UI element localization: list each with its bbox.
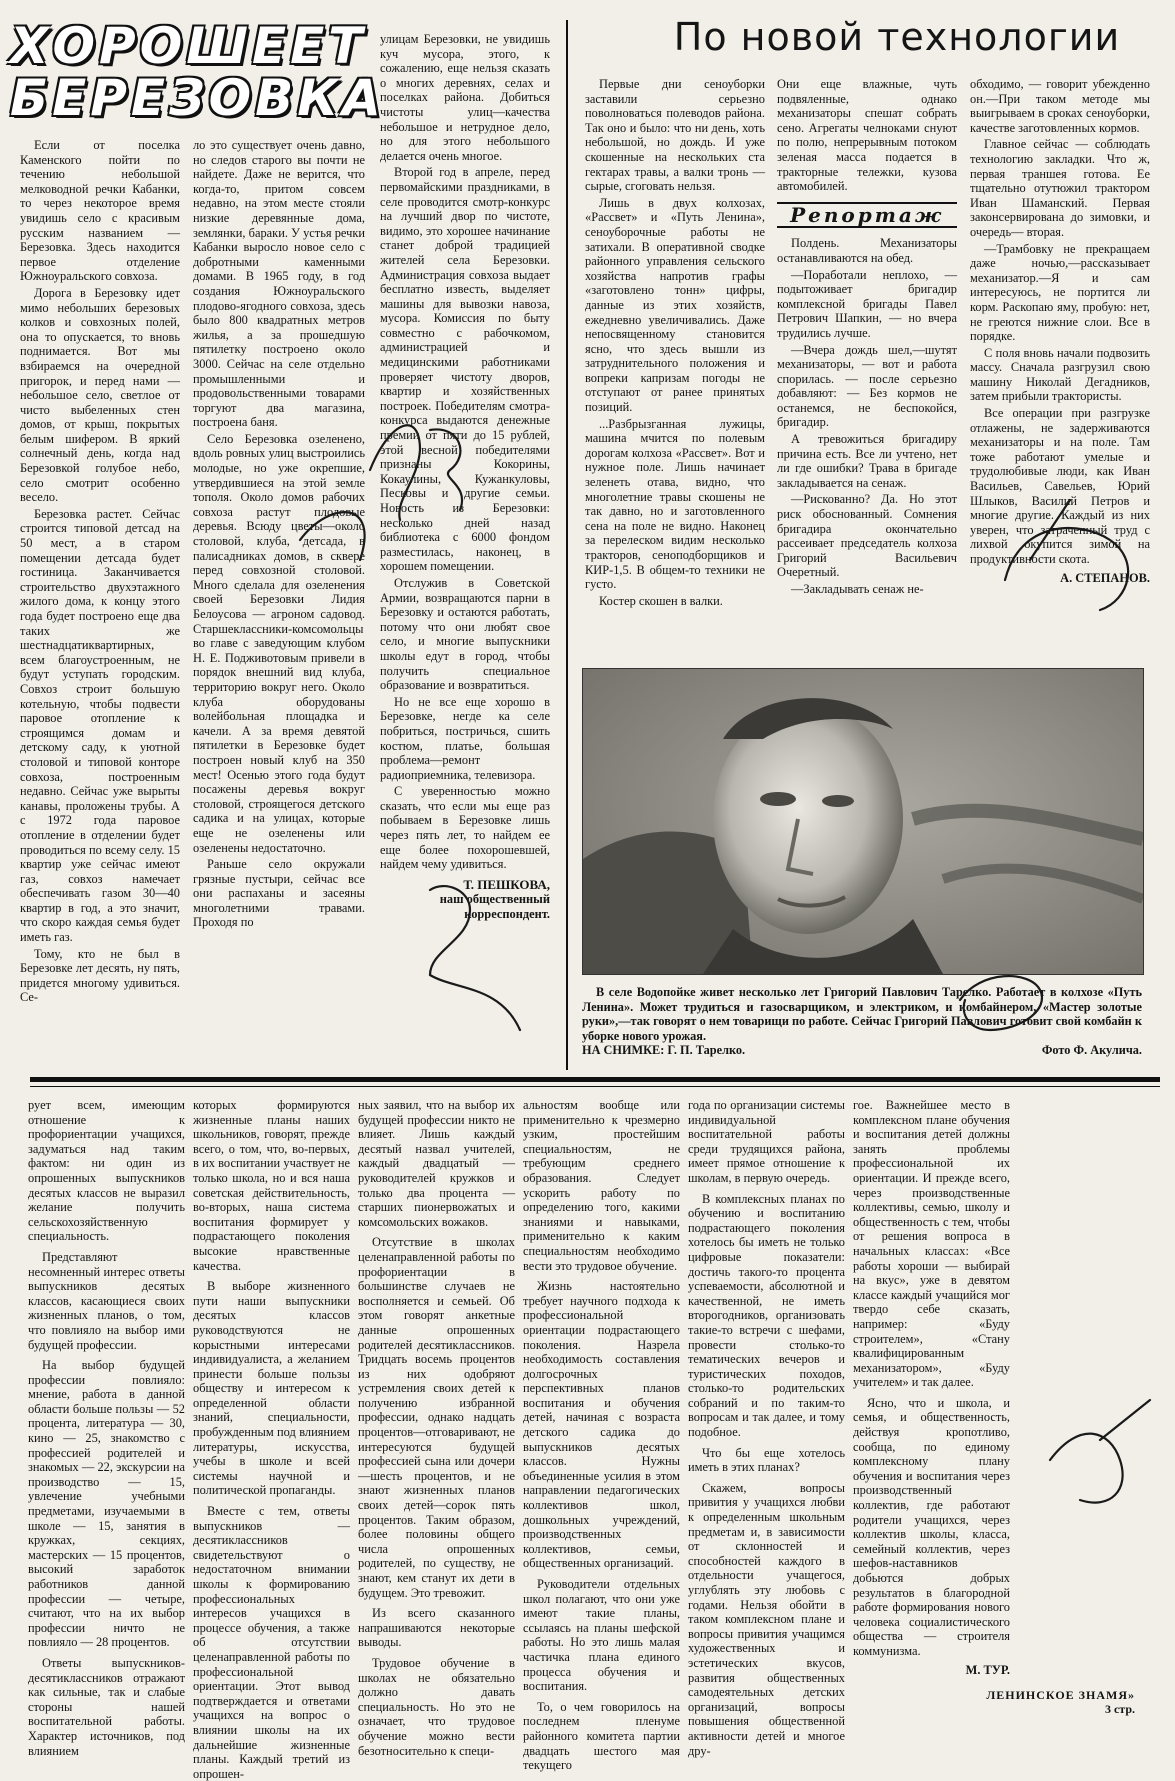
section-divider <box>30 1077 1160 1082</box>
newspaper-footer <box>985 1688 1135 1716</box>
photo-caption <box>582 985 1142 1058</box>
paragraph: С уверенностью можно сказать, что если мы еще раз побываем в Березовке лишь через пять лет, то найдем ее еще более похорошевшей, найдем чему удивиться. <box>380 784 550 872</box>
paragraph: На выбор будущей профессии повлияло: мнение, работа в данной области больше пользы — 52 процента, литература — 30, кино — 25, знакомство с профессией родителей и знакомых — 22, экскурсии на производство — 15, увлечение учебными предметами, изучаемыми в школе — 15, занятия в кружках, секциях, мастерских — 15 процентов, высокий заработок работников данной профессии — четыре, считают, что на их выбор профессии ничто не повлияло — 28 процентов. <box>28 1358 185 1650</box>
paragraph: Раньше село окружали грязные пустыри, сейчас все они распаханы и засеяны многолетними травами. Проходя по <box>193 857 365 930</box>
headline: По новой технологии <box>673 15 1121 59</box>
paragraph: Главное сейчас — соблюдать технологию закладки. Что ж, первая траншея готова. Ее тщательно отутюжил трактором Иван Шаманский. Первая законсервирована до зимовки, и очередь— вторая. <box>970 137 1150 239</box>
photo-credit: Фото Ф. Акулича. <box>1041 1043 1142 1057</box>
paragraph: Березовка растет. Сейчас строится типовой детсад на 50 мест, а в старом помещении детсада будет гостиница. Заканчивается строительство двухэтажного жилого дома, к концу этого года будет построено еще два таких же шестнадцатиквартирных, всем благоустроенным, не будут уступать городским. Совхоз строит большую котельную, чтобы подвести паровое отопление к строящимся домам и детскому саду, к уютной столовой и типовой конторе совхоза, построенным недавно. Сейчас уже вырыты канавы, проложены трубы. А с 1972 года паровое отопление в отделении будет проводиться по всему селу. 15 квартир уже сейчас имеют газ, совхоз намечает обеспечивать газом 30—40 квартир в год, а это значит, что скоро каждая семья будет иметь газ. <box>20 506 180 945</box>
caption-subject: НА СНИМКЕ: Г. П. Тарелко. <box>582 1043 746 1057</box>
bottom-col-3 <box>358 1098 515 1758</box>
paragraph: обходимо, — говорит убежденно он.—При таком методе мы выигрываем в сроках сеноуборки, качестве заготовленных кормов. <box>970 77 1150 135</box>
article-profession-orientation <box>28 1098 1166 1781</box>
paragraph: —Рискованно? Да. Но этот риск обоснованный. Сомнения бригадира окончательно рассеивает председатель колхоза Григорий Васильевич Очеретный. <box>777 492 957 580</box>
paragraph: Но не все еще хорошо в Березовке, негде ка селе побриться, постричься, сшить костюм, платье, большая проблема—ремонт радиоприемника, телевизора. <box>380 694 550 782</box>
bottom-col-4 <box>523 1098 680 1773</box>
paragraph: улицам Березовки, не увидишь куч мусора, этого, к сожалению, еще нельзя сказать о многих деревнях, селах и поселках района. Добиться чистоты улиц—качества небольшое и нетрудное дело, но для этого небольшого делается очень многое. <box>380 32 550 163</box>
right-col-1 <box>585 77 765 608</box>
paragraph: Костер скошен в валки. <box>599 593 723 608</box>
paragraph: В выборе жизненного пути наши выпускники десятых классов руководствуются не корыстными интересами индивидуалиста, а желанием принести больше пользы обществу и интересом к определенной области знаний, специальности, пробужденным под влиянием литературы, искусства, учебы в школе и всей системы научной и политической пропаганды. <box>193 1279 350 1498</box>
bottom-col-1 <box>28 1098 185 1758</box>
paragraph: года по организации системы индивидуальной воспитательной работы среди трудящихся района, имеет прямое отношение к школам, в первую очередь. <box>688 1098 845 1185</box>
byline: А. СТЕПАНОВ. <box>1060 570 1150 585</box>
paragraph: С поля вновь начали подвозить массу. Сначала разгрузил свою машину Николай Дегадников, затем прибыли трактористы. <box>970 345 1150 404</box>
paragraph: Руководители отдельных школ полагают, что они уже имеют такие планы, ссылаясь на планы шефской работы. Но это лишь малая частичка плана единого процесса обучения и воспитания. <box>523 1577 680 1694</box>
paragraph: Скажем, вопросы привития у учащихся любви к определенным школьным предметам и, в зависимости от склонностей и способностей каждого в отдельности учащегося, углублять эту любовь с годами. Нельзя обойти в таком комплексном плане и вопросы привития учащимся художественных и эстетических вкусов, развития общественных самодеятельных детских организаций, вопросы повышения общественной активности детей и многое дру- <box>688 1480 845 1758</box>
paragraph: —Закладывать сенаж не- <box>791 582 924 596</box>
paragraph: Лишь в двух колхозах, «Рассвет» и «Путь Ленина», сеноуборочные работы не затихали. В оперативной сводке районного управления сельского хозяйства напротив графы «заготовлено тонн» цифры, данные из этих хозяйств, ежедневно увеличивались. Даже непосвященному становится ясно, что здесь вышли из затруднительного положения и вопреки капризам погоды не отступают от ранее принятых позиций. <box>585 195 765 415</box>
headline <box>10 17 385 127</box>
paragraph: —Вчера дождь шел,—шутят механизаторы, — вот и работа спорилась. — после серьезно добавляют: — Без кормов не останемся, не беспокойся, бригадир. <box>777 342 957 430</box>
paragraph: альностям вообще или применительно к чрезмерно узким, простейшим специальностям, не требующим среднего образования. Следует ускорить работу по определению того, какими знаниями и навыками, применительно к каким специальностям необходимо вести это трудовое обучение. <box>523 1098 680 1273</box>
paragraph: ...Разбрызганная лужицы, машина мчится по полевым дорогам колхоза «Рассвет». Вот и нужное поле. Лишь начинает зеленеть отава, видно, что многолетние травы скошены не так давно, но и заготовленного сена на поле не видно. Наконец за перелеском видим несколько тракторов, сеноподборщиков и КИР-1,5. В общем-то техники не густо. <box>585 416 765 592</box>
photo-tarelko <box>582 668 1144 975</box>
paragraph: рует всем, имеющим отношение к профориентации учащихся, задуматься над таким фактом: ни один из опрошенных выпускников десятых классов не выразил желание получить сельскохозяйственную специальность. <box>28 1098 185 1244</box>
paragraph: Все операции при разгрузке отлажены, не задерживаются механизаторы и на поле. Там тоже работают умелые и трудолюбивые люди, как Иван Васильев, Савельев, Юрий Шлыков, Василий Петров и многие другие. Каждый из них уверен, что затраченный труд с лихвой окупится зимой на продуктивности скота. <box>970 406 1150 566</box>
paragraph: Село Березовка озеленено, вдоль ровных улиц выстроились молодые, но уже окрепшие, утвердившиеся на этой земле тополя. Около домов рабочих совхоза растут плодовые деревья. Всюду цветы—около столовой, клуба, детсада, в палисадниках домов, в сквере перед совхозной столовой. Много сделала для озеленения своей Березовки Лидия Белоусова — агроном садовод. Старшеклассники-комсомольцы во главе с заведующим клубом Н. Е. Подживотовым привели в порядок внешний вид клуба, территорию вокруг него. Около клуба оборудованы волейбольная площадка и качели. А за время девятой пятилетки в Березовке будет построен новый клуб на 350 мест! Осенью этого года будут посажены деревья вокруг столовой, строящегося детского садика и на улицах, которые еще не озеленены или озеленены недостаточно. <box>193 431 365 855</box>
paragraph: Трудовое обучение в школах не обязательно должно давать специальность. Но это не означает, что трудовое обучение можно вести безотносительно к специ- <box>358 1655 515 1758</box>
paragraph: А тревожиться бригадиру причина есть. Все ли учтено, нет ли где ошибки? Трава в бригаде закладывается на сенаж. <box>777 432 957 490</box>
bottom-col-2 <box>193 1098 350 1781</box>
column-rule <box>566 20 568 1070</box>
paragraph: Отслужив в Советской Армии, возвращаются парни в Березовку и остаются работать, потому что они любят свое село, и многие выпускники школы едут в город, чтобы получить специальное образование и возвратиться. <box>380 575 550 693</box>
article-khorosheet-berezovka <box>10 17 562 1070</box>
paragraph: ных заявил, что на выбор их будущей профессии никто не влияет. Лишь каждый десятый назвал учителей, каждый двадцатый — руководителей кружков и только два процента — старших пионервожатых и комсомольских вожаков. <box>358 1098 515 1229</box>
headline-line2: БЕРЕЗОВКА <box>10 69 385 127</box>
paragraph: Тому, кто не был в Березовке лет десять, ну пять, придется многому удивиться. Се- <box>20 946 180 1005</box>
signature: Т. ПЕШКОВА, <box>463 876 550 892</box>
paragraph: —Поработали неплохо, — подытоживает бригадир комплексной бригады Павел Петрович Шапкин, — но вчера трудились лучше. <box>777 267 957 340</box>
headline-box <box>10 17 385 138</box>
bottom-col-6 <box>853 1098 1010 1677</box>
portrait-photo <box>583 669 1143 974</box>
paragraph: гое. Важнейшее место в комплексном плане обучения и воспитания детей должны занять проблемы профессиональной их ориентации. И прежде всего, через производственные коллективы, семью, школу и общественность с тем, чтобы от решения вопроса в начальных классах: «Все работы хороши — выбирай на вкус», уже в девятом классе каждый учащийся мог твердо себе сказать, например: «Буду строителем», «Стану квалифицированным механизатором», «Буду учителем» и так далее. <box>853 1098 1010 1390</box>
paragraph: —Трамбовку не прекращаем даже ночью,—рассказывает механизатор.—Я и сам интересуюсь, не портится ли корм. Раскопаю яму, пробую: нет, не греются нижние слои. Все в порядке. <box>970 241 1150 344</box>
paragraph: Ясно, что и школа, и семья, и общественность, действуя кропотливо, сообща, по единому комплексному плану обучения и воспитания через производственный коллектив, где работают родители учащихся, через коллектив школы, класса, семейный коллектив, через шефов-наставников добьются добрых результатов в благородной работе формирования нового человека социалистического общества — строителя коммунизма. <box>853 1395 1010 1658</box>
paragraph: которых формируются жизненные планы наших школьников, говорят, прежде всего, о том, что, во-первых, в их воспитании участвует не только школа, но и вся наша советская действительность, во-вторых, наша система воспитания формирует у подрастающего поколения высокие нравственные качества. <box>193 1098 350 1273</box>
paragraph: Первые дни сеноуборки заставили серьезно поволноваться полеводов района. Так оно и было: что ни день, хоть небольшой, но дождь. И уже скошенные на нескольких ста гектарах травы, а валки тронь — сырые, сгоговать нельзя. <box>585 77 765 194</box>
paragraph: Что бы еще хотелось иметь в этих планах? <box>688 1445 845 1475</box>
paragraph: То, о чем говорилось на последнем пленуме районного комитета партии двадцать шестого мая текущего <box>523 1699 680 1773</box>
paragraph: Жизнь настоятельно требует научного подхода к профессиональной ориентации подрастающего поколения. Назрела необходимость составления долгосрочных перспективных планов воспитания и обучения детей, начиная с возраста детского садика до выпускников десятых классов. Нужны объединенные усилия в этом направлении педагогических коллективов школ, дошкольных учреждений, производственных коллективов, семьи, общественных организаций. <box>523 1279 680 1571</box>
left-col-2 <box>193 138 365 930</box>
paragraph: Если от поселка Каменского пойти по течению небольшой мелководной речки Кабанки, то через некоторое время увидишь село с красивым русским названием — Березовка. Здесь находится первое отделение Южноуральского совхоза. <box>20 138 180 284</box>
paragraph: Они еще влажные, чуть подвяленные, однако механизаторы спешат собрать сено. Агрегаты челноками снуют по полю, непрерывным потоком зеленая масса подается в тракторные тележки, кузова автомобилей. <box>777 77 957 194</box>
section-divider-thin <box>30 1086 1160 1087</box>
rubric-reportazh: Репортаж <box>777 202 957 229</box>
caption-text: В селе Водопойке живет несколько лет Григорий Павлович Тарелко. Работает в колхозе «Путь Ленина». Может трудиться и газосварщиком, и электриком, и комбайнером, «Мастер золотые руки»,—так говорят о нем товарищи по работе. Сейчас Григорий Павлович готовит свой комбайн к уборке нового урожая. <box>582 985 1142 1043</box>
bottom-col-5 <box>688 1098 845 1758</box>
paragraph: Отсутствие в школах целенаправленной работы по профориентации в большинстве случаев не восполняется и семьей. Об этом говорят анкетные данные опрошенных родителей десятиклассников. Тридцать восемь процентов из них одобряют устремления своих детей к получению избранной профессии, однако надцать процентов—отговаривают, не интересуются будущей профессией сына или дочери—шесть процентов, и не знают жизненных планов своих детей—сорок пять процентов. Таким образом, более половины общего числа опрошенных родителей, по существу, не знают, кем станут их дети в будущем. Это тревожит. <box>358 1235 515 1600</box>
paragraph: ло это существует очень давно, но следов старого вы почти не найдете. Даже не верится, что когда-то, притом совсем недавно, на этом месте стояли низкие деревянные дома, землянки, бараки. У устья речки Кабанки выросло новое село с добротными каменными домами. В 1965 году, в год создания Южноуральского плодово-ягодного совхоза, здесь было 800 квадратных метров жилья, а за прошедшую пятилетку построено около 3000. Сейчас на селе отдельно промышленными и продовольственными товарами торгуют два магазина, построена баня. <box>193 138 365 430</box>
headline-line1: ХОРОШЕЕТ <box>10 17 367 75</box>
page-number: 3 стр. <box>1104 1702 1135 1716</box>
left-col-1 <box>20 138 180 1005</box>
paragraph: Из всего сказанного напрашиваются некоторые выводы. <box>358 1606 515 1650</box>
right-col-2 <box>777 77 957 597</box>
paragraph: Второй год в апреле, перед первомайскими праздниками, в селе проводится смотр-конкурс на лучший двор по чистоте, видимо, это хорошее начинание станет доброй традицией жителей села Березовки. Администрация совхоза выдает бесплатно известь, выделяет машины для вывозки навоза, мусора. Комиссия по быту совместно с рабочкомом, администрацией и медицинскими работниками проверяет чистоту дворов, квартир и хозяйственных построек. Победителям смотра-конкурса выдаются денежные премии от пяти до 15 рублей, этой весной победителями признаны Кокорины, Кокаулины, Кужанкуловы, Песковы и другие семьи. Новость из Березовки: несколько дней назад библиотека с 6000 фондом разместилась, наконец, в хорошем помещении. <box>380 165 550 574</box>
paragraph: Ответы выпускников-десятиклассников отражают как сильные, так и слабые стороны нашей воспитательной работы. Характер источников, под влиянием <box>28 1655 185 1758</box>
signature-title: наш общественный корреспондент. <box>439 892 550 922</box>
paragraph: Дорога в Березовку идет мимо небольших березовых колков и совхозных полей, она то опускается, то вновь поднимается. Вот мы взбираемся на очередной пригорок, и перед нами — небольшое село, светлое от чисто выбеленных стен домов, от крыш, покрытых белым шифером. В яркий солнечный день, когда над Березовкой голубое небо, село смотрит особенно весело. <box>20 285 180 505</box>
right-col-3 <box>970 77 1150 585</box>
paragraph: В комплексных планах по обучению и воспитанию подрастающего поколения хотелось бы иметь не только цифровые показатели: достичь такого-то процента успеваемости, абсолютной и качественной, не иметь второгодников, организовать такие-то встречи с шефами, провести столько-то тематических вечеров и туристических походов, столько-то родительских собраний и по таким-то вопросам и так далее, и тому подобное. <box>688 1191 845 1440</box>
paragraph: Полдень. Механизаторы останавливаются на обед. <box>777 236 957 265</box>
left-col-3 <box>380 32 550 922</box>
paragraph: Вместе с тем, ответы выпускников — десятиклассников свидетельствуют о недостаточном внимании школы к формированию профессиональных интересов учащихся в процессе обучения, а также об отсутствии целенаправленной работы по профессиональной ориентации. Этот вывод подтверждается и ответами учащихся на вопрос о влиянии школы на их дальнейшие жизненные планы. Каждый третий из опрошен- <box>193 1504 350 1781</box>
newspaper-name: ЛЕНИНСКОЕ ЗНАМЯ» <box>986 1688 1135 1702</box>
author: М. ТУР. <box>965 1662 1010 1677</box>
paragraph: Представляют несомненный интерес ответы выпускников десятых классов, касающиеся своих жизненных планов, о том, что повлияло на выбор ими будущей профессии. <box>28 1249 185 1352</box>
